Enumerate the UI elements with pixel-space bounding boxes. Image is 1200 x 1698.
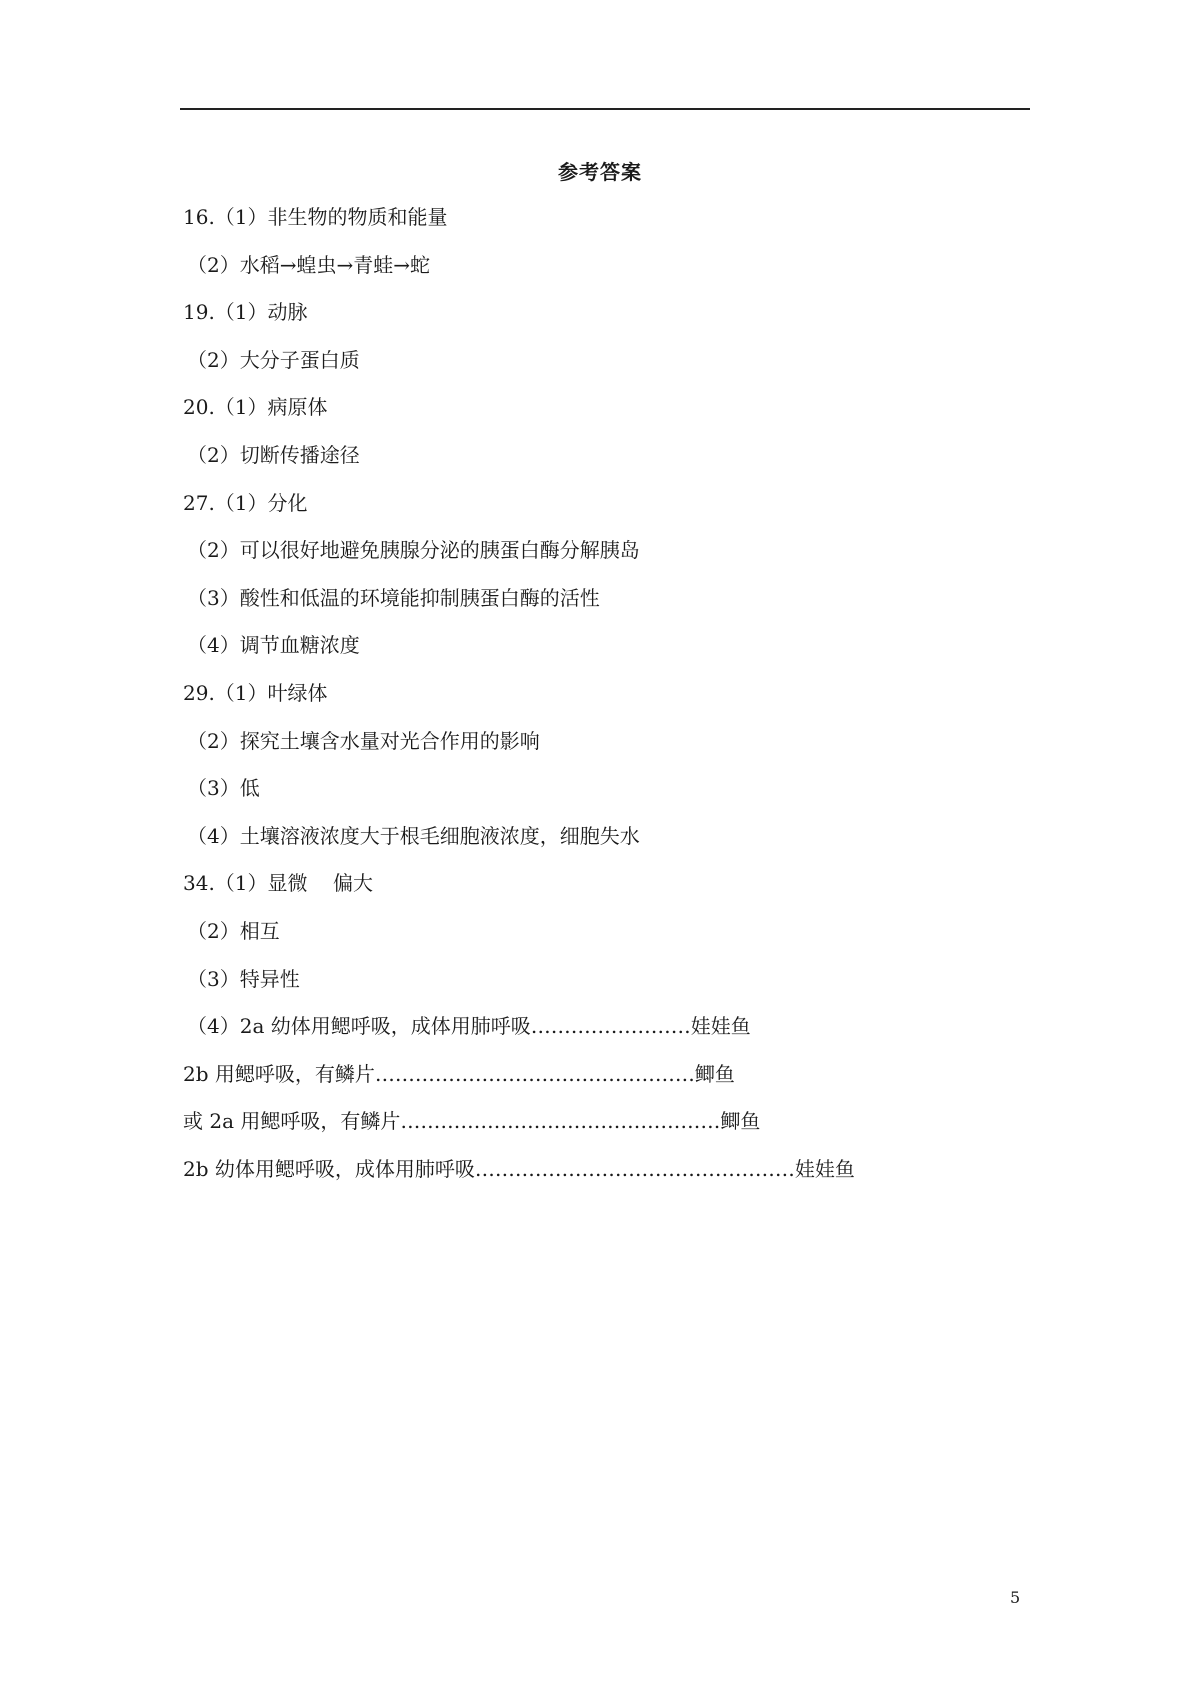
- header-rule: [180, 108, 1030, 110]
- answer-line-16-2: （2）水稻→蝗虫→青蛙→蛇: [187, 252, 430, 277]
- answer-line-27-2: （2）可以很好地避免胰腺分泌的胰蛋白酶分解胰岛: [187, 538, 640, 563]
- page-number: 5: [1010, 1588, 1021, 1607]
- answer-line-19-1: 19.（1）动脉: [183, 300, 308, 325]
- answer-line-34-1: 34.（1）显微 偏大: [183, 871, 373, 896]
- answer-line-29-2: （2）探究土壤含水量对光合作用的影响: [187, 728, 540, 753]
- key-line-alt-2b: 2b 幼体用鳃呼吸，成体用肺呼吸…………………………………………娃娃鱼: [183, 1156, 855, 1181]
- answer-line-27-3: （3）酸性和低温的环境能抑制胰蛋白酶的活性: [187, 585, 600, 610]
- answer-line-20-2: （2）切断传播途径: [187, 442, 360, 467]
- answer-line-34-3: （3）特异性: [187, 966, 300, 991]
- answer-line-29-3: （3）低: [187, 776, 260, 801]
- page-title: 参考答案: [558, 160, 642, 184]
- answer-line-19-2: （2）大分子蛋白质: [187, 347, 360, 372]
- answer-line-29-4: （4）土壤溶液浓度大于根毛细胞液浓度，细胞失水: [187, 823, 640, 848]
- key-line-2b-first: 2b 用鳃呼吸，有鳞片…………………………………………鲫鱼: [183, 1061, 735, 1086]
- answer-line-34-2: （2）相互: [187, 918, 280, 943]
- answer-line-34-4: （4）2a 幼体用鳃呼吸，成体用肺呼吸……………………娃娃鱼: [187, 1014, 751, 1039]
- answer-line-20-1: 20.（1）病原体: [183, 395, 328, 420]
- answer-line-27-4: （4）调节血糖浓度: [187, 633, 360, 658]
- key-line-alt-2a: 或 2a 用鳃呼吸，有鳞片…………………………………………鲫鱼: [183, 1109, 761, 1134]
- answer-line-29-1: 29.（1）叶绿体: [183, 680, 328, 705]
- answer-line-16-1: 16.（1）非生物的物质和能量: [183, 205, 448, 229]
- answer-line-27-1: 27.（1）分化: [183, 490, 308, 515]
- answer-content: [183, 203, 1033, 1202]
